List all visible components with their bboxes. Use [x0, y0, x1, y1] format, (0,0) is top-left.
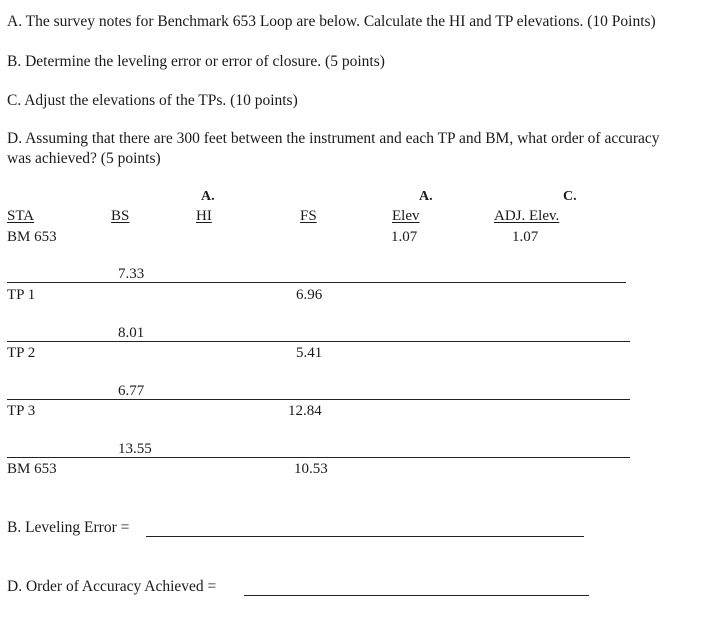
row3-bs: 6.77: [118, 383, 145, 399]
row1-divider: [7, 282, 626, 283]
leveling-error-blank[interactable]: [146, 536, 584, 537]
question-c: C. Adjust the elevations of the TPs. (10 points): [7, 92, 298, 109]
row2-sta: TP 2: [7, 345, 36, 361]
row2-divider: [7, 341, 630, 342]
row2-fs: 5.41: [296, 345, 323, 361]
elev-part-label: A.: [419, 189, 433, 204]
row1-bs: 7.33: [118, 266, 145, 282]
adj-part-label: C.: [563, 189, 577, 204]
row4-bs: 13.55: [118, 441, 152, 457]
row4-fs: 10.53: [294, 461, 328, 477]
start-adj-elev: 1.07: [512, 229, 539, 245]
order-accuracy-blank[interactable]: [244, 595, 589, 596]
row4-divider: [7, 457, 630, 458]
question-d-line1: D. Assuming that there are 300 feet between the instrument and each TP and BM, what order of accuracy: [7, 130, 660, 147]
row3-fs: 12.84: [288, 403, 322, 419]
start-sta: BM 653: [7, 229, 57, 245]
header-sta: STA: [7, 208, 35, 224]
hi-part-label: A.: [201, 189, 215, 204]
header-fs: FS: [300, 208, 317, 224]
header-adj-elev: ADJ. Elev.: [494, 208, 560, 224]
row1-fs: 6.96: [296, 287, 323, 303]
row1-sta: TP 1: [7, 287, 36, 303]
question-d-line2: was achieved? (5 points): [7, 150, 161, 167]
header-bs: BS: [111, 208, 130, 224]
row3-divider: [7, 399, 630, 400]
row2-bs: 8.01: [118, 325, 145, 341]
header-elev: Elev: [392, 208, 420, 224]
question-b: B. Determine the leveling error or error of closure. (5 points): [7, 53, 385, 70]
row3-sta: TP 3: [7, 403, 36, 419]
header-hi: HI: [196, 208, 212, 224]
row4-sta: BM 653: [7, 461, 57, 477]
question-a: A. The survey notes for Benchmark 653 Loop are below. Calculate the HI and TP elevations. (10 Points): [7, 13, 656, 30]
start-elev: 1.07: [391, 229, 418, 245]
leveling-error-label: B. Leveling Error =: [7, 519, 130, 536]
order-accuracy-label: D. Order of Accuracy Achieved =: [7, 578, 217, 595]
